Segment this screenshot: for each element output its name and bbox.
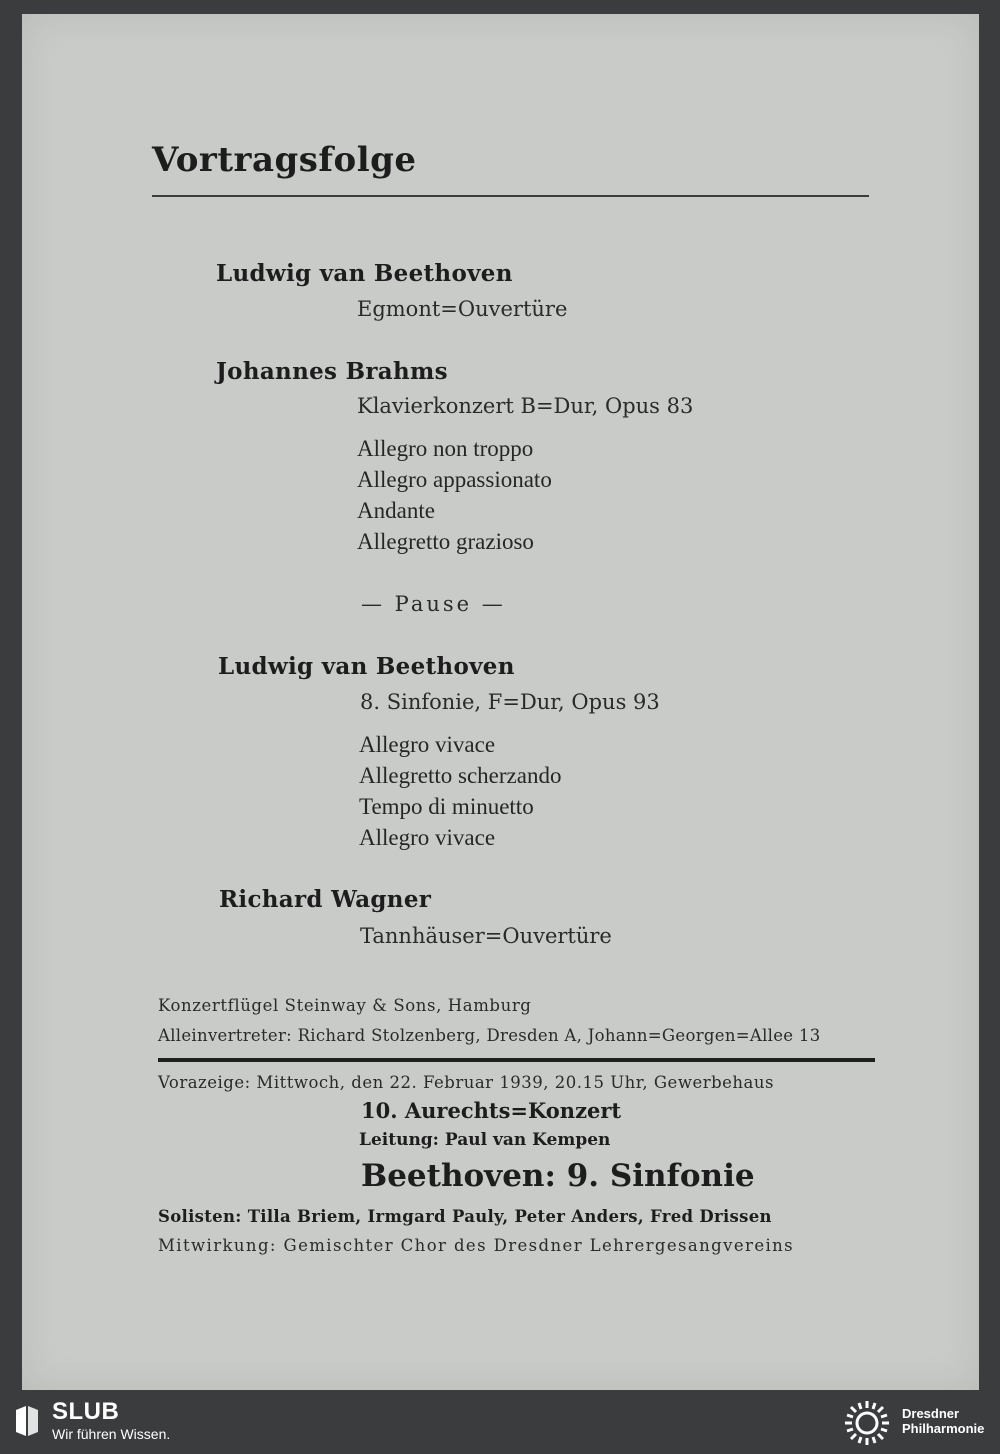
slub-tagline: Wir führen Wissen. (52, 1426, 171, 1442)
movement-beethoven-1: Allegro vivace (359, 732, 496, 757)
title-rule (152, 195, 869, 197)
preview-choir: Mitwirkung: Gemischter Chor des Dresdner Lehrergesangvereins (158, 1236, 795, 1255)
movement-beethoven-2: Allegretto scherzando (359, 763, 562, 788)
composer-wagner: Richard Wagner (219, 886, 432, 913)
movement-brahms-4: Allegretto grazioso (357, 529, 534, 554)
program-title: Vortragsfolge (152, 140, 417, 180)
philharmonie-logo-icon (842, 1398, 892, 1448)
work-egmont: Egmont=Ouvertüre (357, 297, 568, 321)
movement-beethoven-4: Allegro vivace (359, 825, 496, 850)
section-rule (158, 1058, 875, 1062)
work-tannhauser: Tannhäuser=Ouvertüre (360, 924, 612, 948)
movement-beethoven-3: Tempo di minuetto (359, 794, 534, 819)
slub-logo-icon (12, 1404, 42, 1438)
preview-concert: 10. Aurechts=Konzert (361, 1098, 622, 1123)
slub-name: SLUB (52, 1398, 120, 1425)
work-symphony-8: 8. Sinfonie, F=Dur, Opus 93 (360, 690, 660, 714)
agent-note: Alleinvertreter: Richard Stolzenberg, Dresden A, Johann=Georgen=Allee 13 (158, 1026, 821, 1045)
preview-line: Vorazeige: Mittwoch, den 22. Februar 1939, 20.15 Uhr, Gewerbehaus (158, 1073, 774, 1092)
footer-bar (0, 1390, 1000, 1454)
movement-brahms-2: Allegro appassionato (357, 467, 552, 492)
philharmonie-name: Dresdner Philharmonie (902, 1406, 985, 1436)
preview-soloists: Solisten: Tilla Briem, Irmgard Pauly, Peter Anders, Fred Drissen (158, 1207, 772, 1226)
composer-beethoven-2: Ludwig van Beethoven (218, 653, 515, 680)
pause-label: — Pause — (361, 592, 506, 616)
work-piano-concerto: Klavierkonzert B=Dur, Opus 83 (357, 394, 694, 418)
composer-beethoven-1: Ludwig van Beethoven (216, 260, 513, 287)
piano-note: Konzertflügel Steinway & Sons, Hamburg (158, 996, 532, 1015)
composer-brahms: Johannes Brahms (216, 358, 448, 385)
preview-headline: Beethoven: 9. Sinfonie (361, 1158, 755, 1194)
movement-brahms-3: Andante (357, 498, 435, 523)
preview-conductor: Leitung: Paul van Kempen (359, 1130, 611, 1150)
movement-brahms-1: Allegro non troppo (357, 436, 534, 461)
